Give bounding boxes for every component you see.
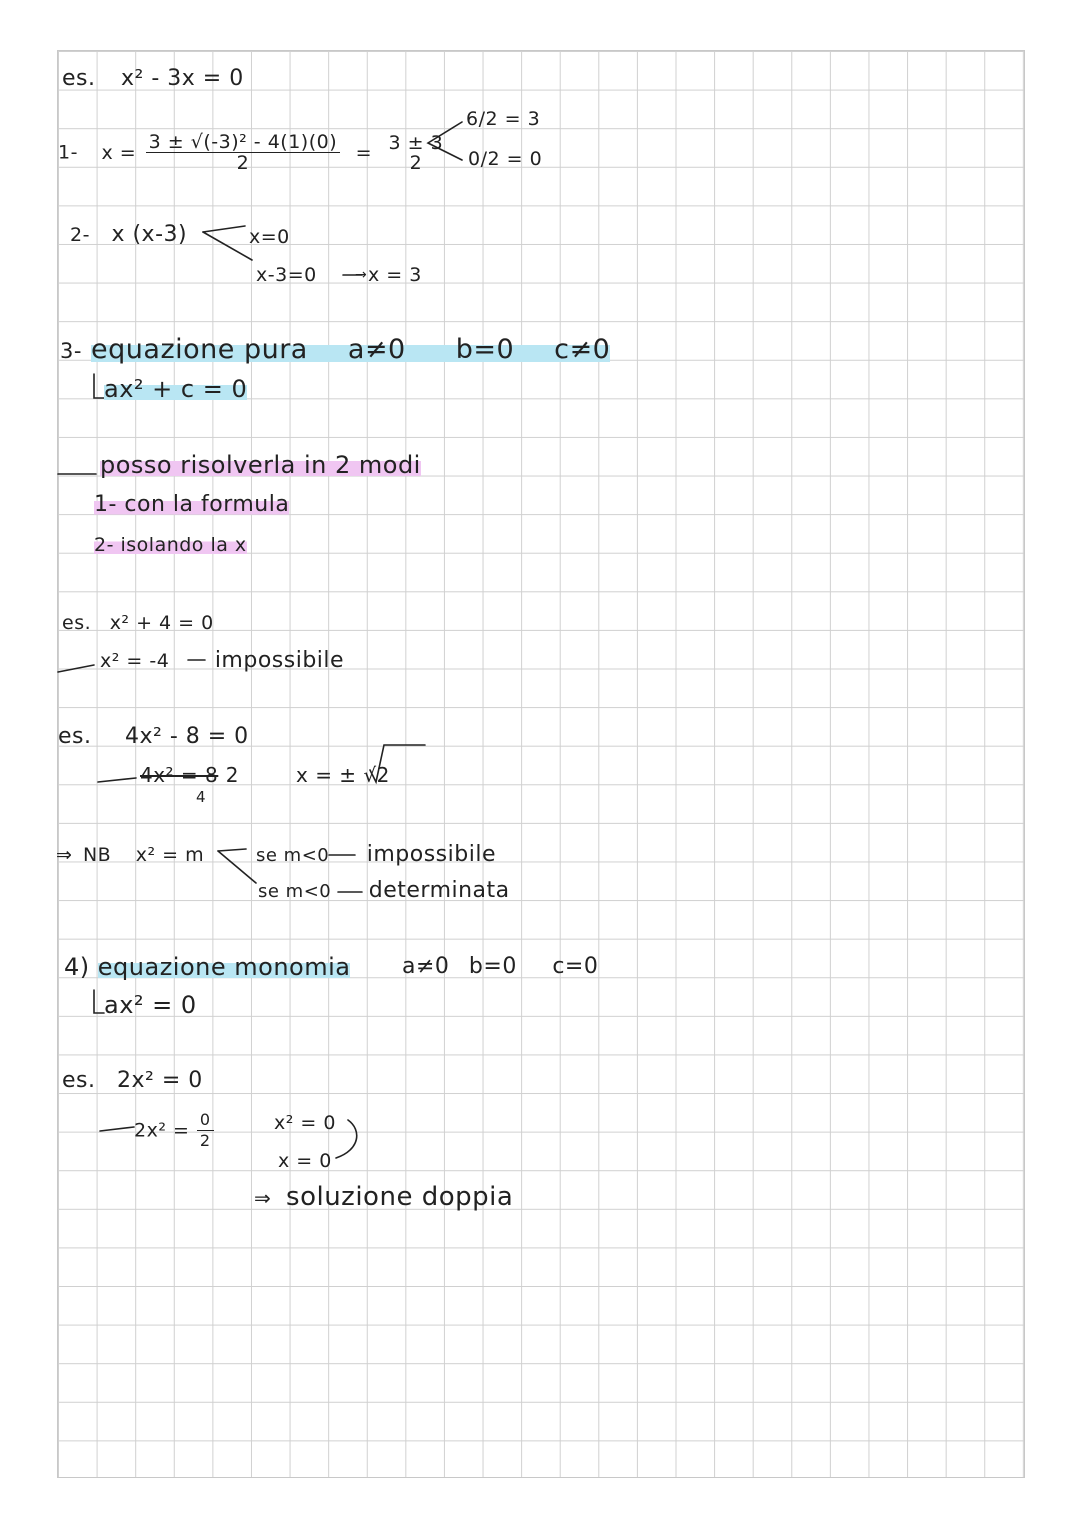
section4-form: ax² = 0 <box>104 991 197 1019</box>
ex2-step-text: x² = -4 <box>100 650 170 672</box>
section3-cond-c: c≠0 <box>544 334 610 365</box>
ex3-step-text: 4x² = 8 <box>140 763 219 787</box>
ex4-label: es. <box>62 1068 96 1093</box>
ex3-header <box>58 724 249 750</box>
ex4-equation: 2x² = 0 <box>117 1068 203 1093</box>
ex3-step-result: 2 <box>225 763 240 787</box>
ex2-label: es. <box>62 612 92 634</box>
formula-simplified-fraction <box>386 133 447 173</box>
section3-form <box>104 376 247 402</box>
ex1-step2-result: x = 3 <box>368 264 422 286</box>
ex1-header <box>62 66 244 92</box>
formula-simplified-numerator: 3 ± 3 <box>388 131 444 154</box>
nb-label: NB <box>82 844 112 866</box>
ex2-equation: x² + 4 = 0 <box>109 612 214 634</box>
section3-methods-intro <box>100 452 421 478</box>
ex1-step1-label: 1- <box>58 141 78 164</box>
methods-intro-text: posso risolverla in 2 modi <box>100 451 421 479</box>
section4-cond-c: c=0 <box>552 954 599 979</box>
formula-simplified-denominator: 2 <box>409 151 423 174</box>
section3-heading <box>60 334 610 367</box>
ex4-step-fraction <box>197 1110 214 1151</box>
section3-cond-a: a≠0 <box>338 334 446 365</box>
ex1-step2-branch-top: x=0 <box>249 226 290 248</box>
ex1-step2-branch-bottom: x-3=0 <box>256 264 317 286</box>
ex1-label: es. <box>62 66 96 91</box>
ex1-step2-expr: x (x-3) <box>111 222 188 247</box>
ex4-step-lhs: 2x² = <box>134 1119 190 1142</box>
formula-denominator: 2 <box>236 152 250 174</box>
ex4-conclusion <box>254 1184 513 1211</box>
method2-text: 2- isolando la x <box>94 534 247 556</box>
ex4-step <box>134 1110 214 1151</box>
nb-case2-cond: se m<0 <box>258 881 332 902</box>
nb-case1-cond: se m<0 <box>256 845 330 866</box>
section4-cond-b: b=0 <box>468 954 517 979</box>
nb-arrow: ⇒ <box>56 844 73 866</box>
ex3-label: es. <box>58 724 92 749</box>
section3-prefix: 3- <box>60 339 82 363</box>
ex1-step1-x: x = <box>101 141 137 164</box>
nb-case2 <box>258 878 510 905</box>
section3-method1 <box>94 492 289 518</box>
ex2-step <box>100 648 344 674</box>
ex1-branch-top: 6/2 = 3 <box>466 108 541 130</box>
ex4-conclusion-text: soluzione doppia <box>286 1182 514 1212</box>
section4-title: equazione monomia <box>97 953 351 981</box>
nb-row <box>56 842 204 868</box>
nb-case1 <box>256 842 496 869</box>
ex4-res1: x² = 0 <box>274 1112 336 1134</box>
ex1-step2-arrow: → <box>355 267 368 283</box>
ex4-conclusion-arrow: ⇒ <box>254 1186 272 1210</box>
nb-expr: x² = m <box>135 844 205 866</box>
ex1-equation: x² - 3x = 0 <box>121 66 244 91</box>
ex3-step-den: 4 <box>196 788 207 806</box>
ex1-step1-equals: = <box>355 141 373 164</box>
section4-cond-a: a≠0 <box>402 954 450 979</box>
ex1-step2 <box>70 222 187 248</box>
ex3-equation: 4x² - 8 = 0 <box>125 724 249 749</box>
ex4-header <box>62 1068 203 1094</box>
section4-heading <box>64 954 350 980</box>
section3-title: equazione pura <box>91 334 338 365</box>
ex2-result: impossibile <box>214 648 345 673</box>
formula-numerator: 3 ± √(-3)² - 4(1)(0) <box>146 132 340 153</box>
section4-conditions <box>402 954 598 980</box>
quadratic-formula-fraction <box>146 132 340 173</box>
ex1-step1 <box>58 132 446 173</box>
ex4-step-num: 0 <box>197 1110 214 1131</box>
section4-prefix: 4) <box>64 953 90 981</box>
ex1-step2-label: 2- <box>70 224 90 246</box>
ex2-header <box>62 610 214 636</box>
ex3-step <box>140 762 239 789</box>
section3-method2 <box>94 532 247 558</box>
section3-form-text: ax² + c = 0 <box>104 375 248 403</box>
nb-case2-result: determinata <box>368 878 510 903</box>
section3-cond-b: b=0 <box>446 334 544 365</box>
ex3-solution: x = ± √2 <box>296 763 390 787</box>
ex4-step-den: 2 <box>199 1131 211 1150</box>
method1-text: 1- con la formula <box>94 492 290 517</box>
ex1-branch-bottom: 0/2 = 0 <box>468 148 543 170</box>
ex4-res2: x = 0 <box>278 1150 332 1172</box>
nb-case1-result: impossibile <box>366 842 496 867</box>
